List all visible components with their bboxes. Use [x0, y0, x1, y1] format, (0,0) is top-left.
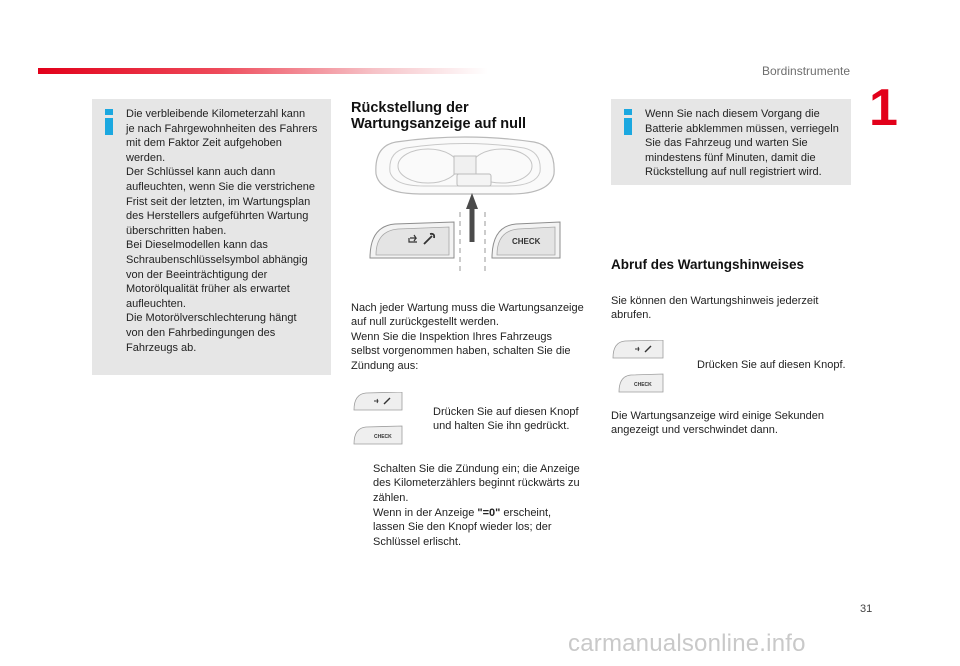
figure-check-label: CHECK	[512, 237, 541, 246]
left-info-box	[92, 99, 331, 375]
reset-button-illustration	[352, 392, 404, 448]
recall-step-1-text: Drücken Sie auf diesen Knopf.	[697, 359, 846, 371]
chapter-number: 1	[869, 79, 898, 137]
reset-step-1-text: Drücken Sie auf diesen Knopf und halten Sie ihn gedrückt.	[433, 406, 579, 433]
right-info-box	[611, 99, 851, 185]
reset-check-label: CHECK	[374, 434, 392, 440]
reset-step-3-text	[373, 506, 552, 549]
reset-intro-paragraph: Nach jeder Wartung muss die Wartungsanzeige auf null zurückgestellt werden. Wenn Sie die Inspektion Ihres Fahrzeugs selbst vorgenommen haben, schalten Sie die Zündung aus:	[351, 302, 584, 372]
recall-intro-paragraph: Sie können den Wartungshinweis jederzeit abrufen.	[611, 295, 819, 322]
info-icon	[102, 109, 116, 135]
right-info-text: Wenn Sie nach diesem Vorgang die Batterie abklemmen müssen, verriegeln Sie das Fahrzeug und warten Sie mindestens fünf Minuten, damit die Rückstellung auf null registriert wird.	[645, 108, 839, 179]
header-accent-bar	[38, 68, 488, 74]
reset-step-3-bold: "=0"	[477, 507, 501, 519]
recall-outro-paragraph: Die Wartungsanzeige wird einige Sekunden angezeigt und verschwindet dann.	[611, 410, 824, 437]
recall-check-label: CHECK	[634, 382, 652, 388]
recall-heading: Abruf des Wartungshinweises	[611, 257, 805, 272]
info-icon	[621, 109, 635, 135]
reset-step-2-text: Schalten Sie die Zündung ein; die Anzeige des Kilometerzählers beginnt rückwärts zu zählen.	[373, 463, 580, 504]
reset-step-3-rest: lassen Sie den Knopf wieder los; der Schlüssel erlischt.	[373, 521, 552, 548]
instrument-cluster-figure	[350, 134, 580, 280]
left-info-text: Die verbleibende Kilometerzahl kann je nach Fahrgewohnheiten des Fahrers mit dem Faktor Zeit aufgehoben werden. Der Schlüssel kann auch dann aufleuchten, wenn Sie die verstrichene Frist seit der letzten, im Wartungsplan des Herstellers aufgeführten Wartung überschritten haben. Bei Dieselmodellen kann das Schraubenschlüsselsymbol abhängig von der Beeinträchtigung der Motorölqualität früher als erwartet aufleuchten. Die Motorölverschlechterung hängt von den Fahrbedingungen des Fahrzeugs ab.	[126, 108, 318, 354]
reset-heading: Rückstellung der Wartungsanzeige auf null	[351, 100, 527, 132]
section-title: Bordinstrumente	[762, 64, 851, 78]
page-number: 31	[860, 603, 873, 615]
recall-button-illustration	[611, 340, 665, 396]
reset-step-3-post: erscheint,	[500, 507, 552, 519]
reset-step-3-pre: Wenn in der Anzeige	[373, 507, 478, 519]
watermark: carmanualsonline.info	[568, 630, 806, 657]
